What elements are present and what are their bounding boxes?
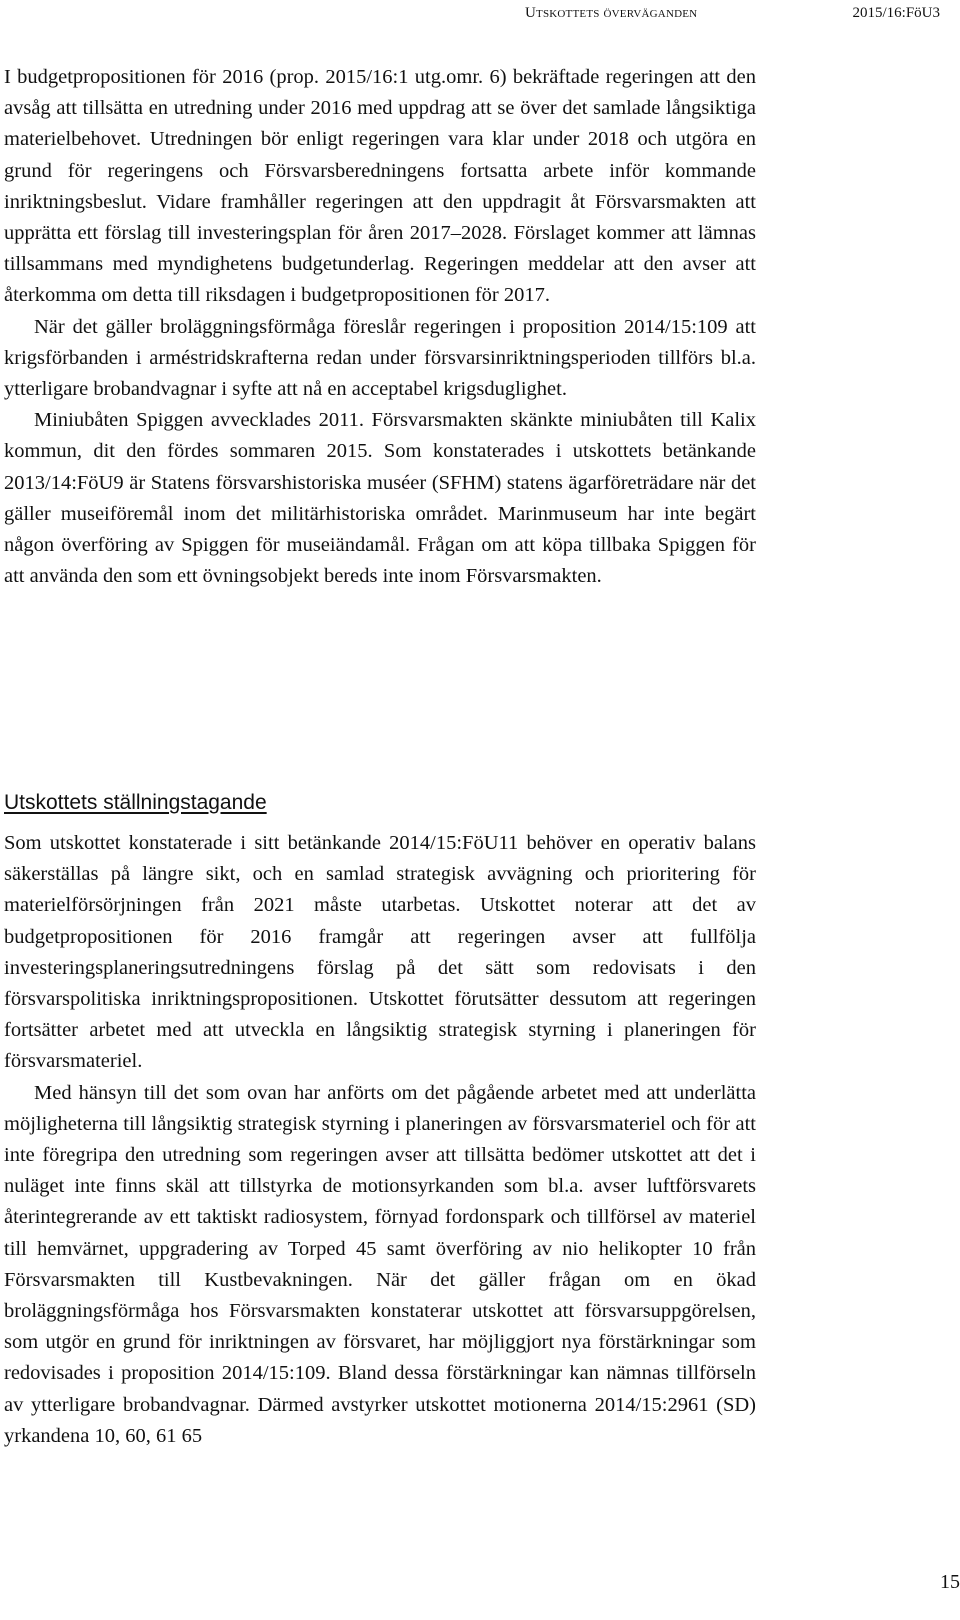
document-id: 2015/16:FöU3 [852, 5, 940, 21]
page-header [0, 0, 960, 30]
paragraph: Som utskottet konstaterade i sitt betänkande 2014/15:FöU11 behöver en operativ balans säkerställas på längre sikt, och en samlad strategisk avvägning och prioritering för materielförsörjningen från 2021 måste utarbetas. Utskottet noterar att det av budgetpropositionen för 2016 framgår att regeringen avser att fullfölja investeringsplaneringsutredningens förslag på det sätt som redovisats i den försvarspolitiska inriktningspropositionen. Utskottet förutsätter dessutom att regeringen fortsätter arbetet med att utveckla en långsiktig strategisk styrning i planeringen för försvarsmateriel. [4, 832, 756, 1073]
paragraph: I budgetpropositionen för 2016 (prop. 2015/16:1 utg.omr. 6) bekräftade regeringen att den avsåg att tillsätta en utredning under 2016 med uppdrag att se över det samlade långsiktiga materielbehovet. Utredningen bör enligt regeringen vara klar under 2018 och utgöra en grund för regeringens och Försvarsberedningens fortsatta arbete inför kommande inriktningsbeslut. Vidare framhåller regeringen att den uppdragit åt Försvarsmakten att upprätta ett förslag till investeringsplan för åren 2017–2028. Förslaget kommer att lämnas tillsammans med myndighetens budgetunderlag. Regeringen meddelar att den avser att återkomma om detta till riksdagen i budgetpropositionen för 2017. [4, 66, 756, 307]
paragraph: Med hänsyn till det som ovan har anförts om det pågående arbetet med att underlätta möjligheterna till långsiktig strategisk styrning i planeringen av försvarsmateriel och för att inte föregripa den utredning som regeringen avser att tillsätta bedömer utskottet att det i nuläget inte finns skäl att tillstyrka de motionsyrkanden som bl.a. avser luftförsvarets återintegrerande av ett taktiskt radiosystem, förnyad fordonspark och tillförsel av materiel till hemvärnet, uppgradering av Torped 45 samt överföring av nio helikopter 10 från Försvarsmakten till Kustbevakningen. När det gäller frågan om en ökad broläggningsförmåga hos Försvarsmakten konstaterar utskottet att försvarsuppgörelsen, som utgör en grund för inriktningen av försvaret, har möjliggjort nya förstärkningar som redovisades i proposition 2014/15:109. Bland dessa förstärkningar kan nämnas tillförseln av ytterligare brobandvagnar. Därmed avstyrker utskottet motionerna 2014/15:2961 (SD) yrkandena 10, 60, 61 65 [4, 1081, 756, 1447]
committee-position-section [4, 787, 756, 1452]
main-text [4, 62, 756, 592]
paragraph: Miniubåten Spiggen avvecklades 2011. Försvarsmakten skänkte miniubåten till Kalix kommun, dit den fördes sommaren 2015. Som konstaterades i utskottets betänkande 2013/14:FöU9 är Statens försvarshistoriska muséer (SFHM) statens ägarföreträdare när det gäller museiföremål inom det militärhistoriska området. Marinmuseum har inte begärt någon överföring av Spiggen för museiändamål. Frågan om att köpa tillbaka Spiggen för att använda den som ett övningsobjekt bereds inte inom Försvarsmakten. [4, 409, 756, 588]
page-number: 15 [940, 1571, 960, 1593]
paragraph: När det gäller broläggningsförmåga föreslår regeringen i proposition 2014/15:109 att krigsförbanden i arméstridskrafterna redan under försvarsinriktningsperioden tillförs bl.a. ytterligare brobandvagnar i syfte att nå en acceptabel krigsduglighet. [4, 315, 756, 401]
running-section-title: Utskottets överväganden [525, 5, 698, 21]
section-heading: Utskottets ställningstagande [4, 791, 267, 814]
